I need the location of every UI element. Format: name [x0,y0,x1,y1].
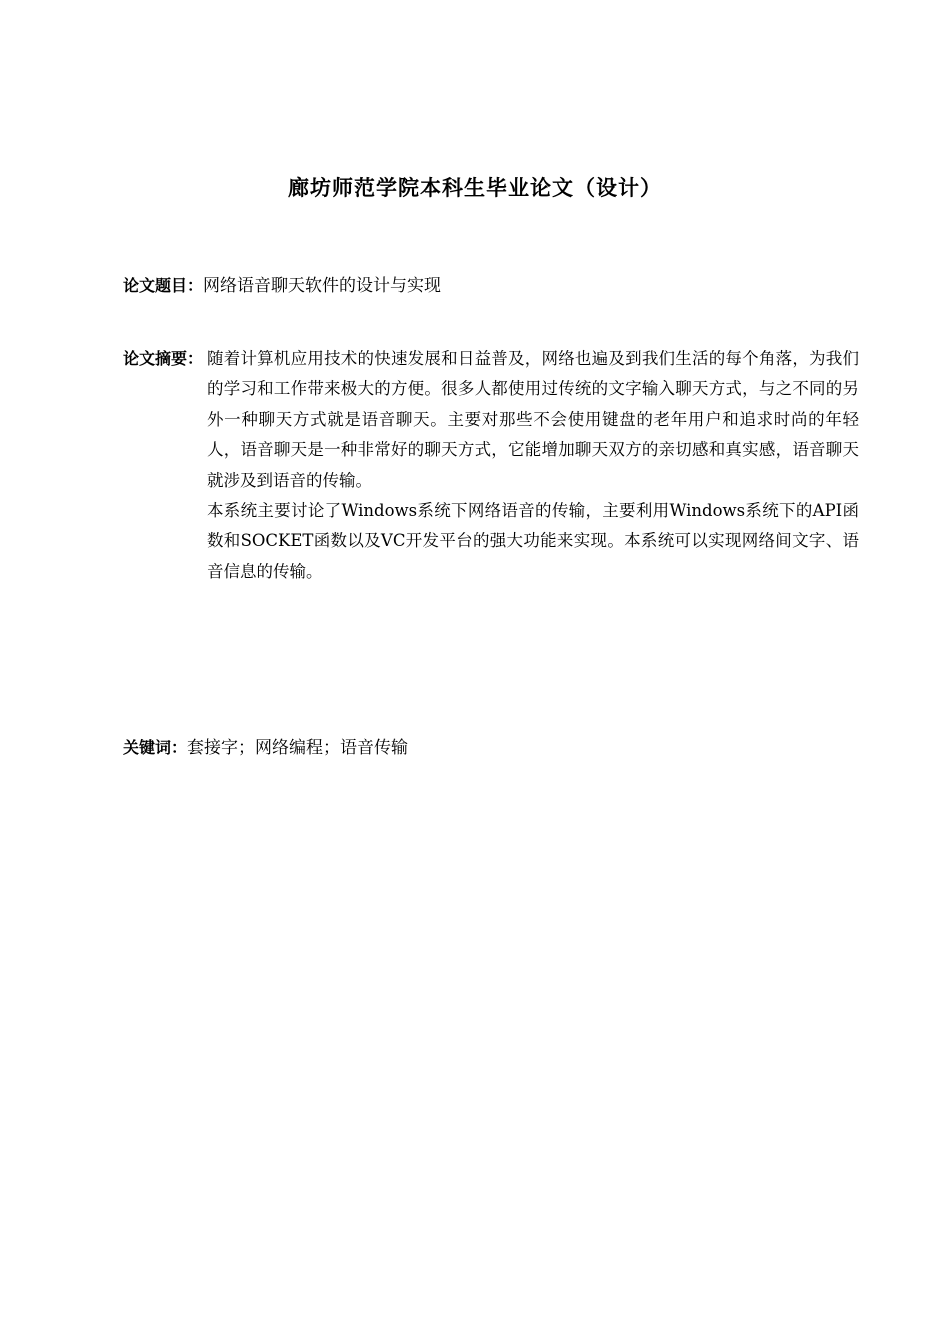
abstract-paragraph-2: 本系统主要讨论了Windows系统下网络语音的传输，主要利用Windows系统下的API函数和SOCKET函数以及VC开发平台的强大功能来实现。本系统可以实现网络间文字、语音信息的传输。 [207,501,859,581]
thesis-topic-value: 网络语音聊天软件的设计与实现 [203,276,442,296]
thesis-topic-label: 论文题目： [123,276,204,295]
keywords-label: 关键词： [123,738,188,757]
keywords-value: 套接字；网络编程；语音传输 [187,738,409,758]
page-title: 廊坊师范学院本科生毕业论文（设计） [288,176,662,200]
abstract-label: 论文摘要： [123,349,204,368]
thesis-topic-row [123,271,441,301]
abstract-paragraph-1: 随着计算机应用技术的快速发展和日益普及，网络也遍及到我们生活的每个角落，为我们的学习和工作带来极大的方便。很多人都使用过传统的文字输入聊天方式，与之不同的另外一种聊天方式就是语音聊天。主要对那些不会使用键盘的老年用户和追求时尚的年轻人，语音聊天是一种非常好的聊天方式，它能增加聊天双方的亲切感和真实感，语音聊天就涉及到语音的传输。 [207,349,859,490]
abstract-body [207,344,859,587]
keywords-row [123,733,408,763]
